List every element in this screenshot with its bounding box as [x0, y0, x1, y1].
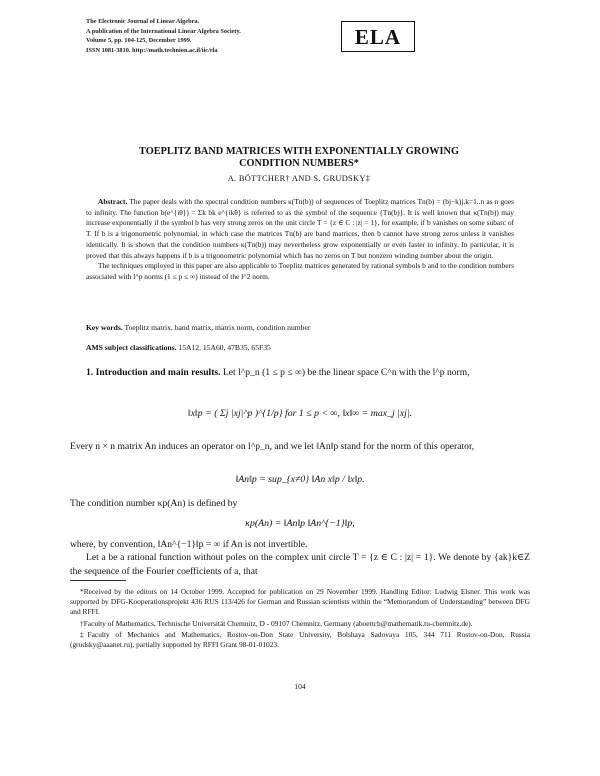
- ams-text: 15A12, 15A60, 47B35, 65F35: [178, 343, 271, 352]
- abstract-label: Abstract.: [98, 197, 128, 206]
- footnotes: [70, 587, 530, 651]
- body-paragraph: [70, 551, 530, 578]
- ams-label: AMS subject classifications.: [86, 343, 177, 352]
- body-text: Let a be a rational function without poles on the complex unit circle T = {z ∈ C : |z| = 1}. We denote by {ak}k∈Z the sequence of the Fourier coefficients of a, that: [70, 552, 530, 577]
- title-line: TOEPLITZ BAND MATRICES WITH EXPONENTIALLY GROWING: [139, 146, 459, 157]
- abstract: [86, 197, 514, 283]
- footnote: ‡Faculty of Mechanics and Mathematics, Rostov-on-Don State University, Bolshaya Sadovaya 105, 344 711 Rostov-on-Don, Russia (grudsky@aaanet.ru), partially supported by RFFI Grant 98-01-01023.: [70, 629, 530, 650]
- footnote: †Faculty of Mathematics, Technische Universität Chemnitz, D - 09107 Chemnitz, Germany (aboettch@mathematik.tu-chemnitz.de).: [80, 618, 473, 628]
- keywords: [86, 323, 514, 332]
- journal-line: ISSN 1081-3810. http://math.technion.ac.il/iic/ela: [86, 46, 218, 54]
- equation-operator-norm: ‖An‖p = sup_{x≠0} ‖An x‖p / ‖x‖p.: [235, 474, 365, 485]
- equation-condition-number: κp(An) = ‖An‖p ‖An^{−1}‖p,: [245, 518, 355, 529]
- equation-norm: ‖x‖p = ( Σj |xj|^p )^{1/p} for 1 ≤ p < ∞, ‖x‖∞ = max_j |xj|.: [187, 408, 413, 419]
- keywords-text: Toeplitz matrix, band matrix, matrix norm, condition number: [124, 323, 311, 332]
- authors: A. BÖTTCHER† AND S. GRUDSKY‡: [227, 174, 371, 183]
- abstract-paragraph: The techniques employed in this paper are also applicable to Toeplitz matrices generated by rational symbols b and to the condition numbers associated with l^p norms (1 ≤ p ≤ ∞) instead of the l^2 norm.: [86, 261, 514, 281]
- journal-line: A publication of the International Linear Algebra Society.: [86, 27, 241, 35]
- footnote: *Received by the editors on 14 October 1999. Accepted for publication on 29 November 1999. Handling Editor: Ludwig Elsner. This work was supported by DFG-Kooperationsprojekt 436 RUS 113/426 for German and Russian scientists within the “Memorandum of Understanding” between DFG and RFFI.: [70, 587, 530, 617]
- keywords-label: Key words.: [86, 323, 123, 332]
- page-number: 104: [294, 682, 306, 691]
- footnote-rule: [70, 580, 126, 581]
- ams-classifications: [86, 343, 514, 352]
- journal-line: The Electronic Journal of Linear Algebra.: [86, 18, 200, 25]
- body-paragraph: where, by convention, ‖An^{−1}‖p = ∞ if An is not invertible.: [70, 539, 308, 550]
- journal-info: [86, 17, 241, 55]
- abstract-paragraph: The paper deals with the spectral condition numbers κ(Tn(b)) of sequences of Toeplitz matrices Tn(b) = (bj−k)j,k=1..n as n goes to infinity. The function b(e^{iθ}) = Σk bk e^{ikθ} is referred to as the symbol of the sequence {Tn(b)}. It is well known that κ(Tn(b)) may increase exponentially if the symbol b has very strong zeros on the unit circle T = {z ∈ C : |z| = 1}, for example, if b vanishes on some subarc of T. If b is a trigonometric polynomial, in which case the matrices Tn(b) are band matrices, then b cannot have strong zeros unless it vanishes identically. It is shown that the condition numbers κ(Tn(b)) may nevertheless grow exponentially or even faster to infinity. In particular, it is proved that this always happens if b is a trigonometric polynomial which has no zeros on T but nonzero winding number about the origin.: [86, 197, 514, 260]
- paper-title: [60, 146, 538, 170]
- section-heading: 1. Introduction and main results.: [86, 367, 221, 378]
- body-paragraph: Every n × n matrix An induces an operator on l^p_n, and we let ‖An‖p stand for the norm of this operator,: [70, 441, 475, 452]
- title-line: CONDITION NUMBERS*: [239, 158, 359, 169]
- body-text: Let l^p_n (1 ≤ p ≤ ∞) be the linear space C^n with the l^p norm,: [222, 367, 470, 378]
- body-paragraph: The condition number κp(An) is defined by: [70, 498, 238, 509]
- ela-logo: ELA: [341, 21, 415, 52]
- journal-line: Volume 5, pp. 104-125, December 1999.: [86, 37, 192, 45]
- section-intro: [70, 366, 530, 380]
